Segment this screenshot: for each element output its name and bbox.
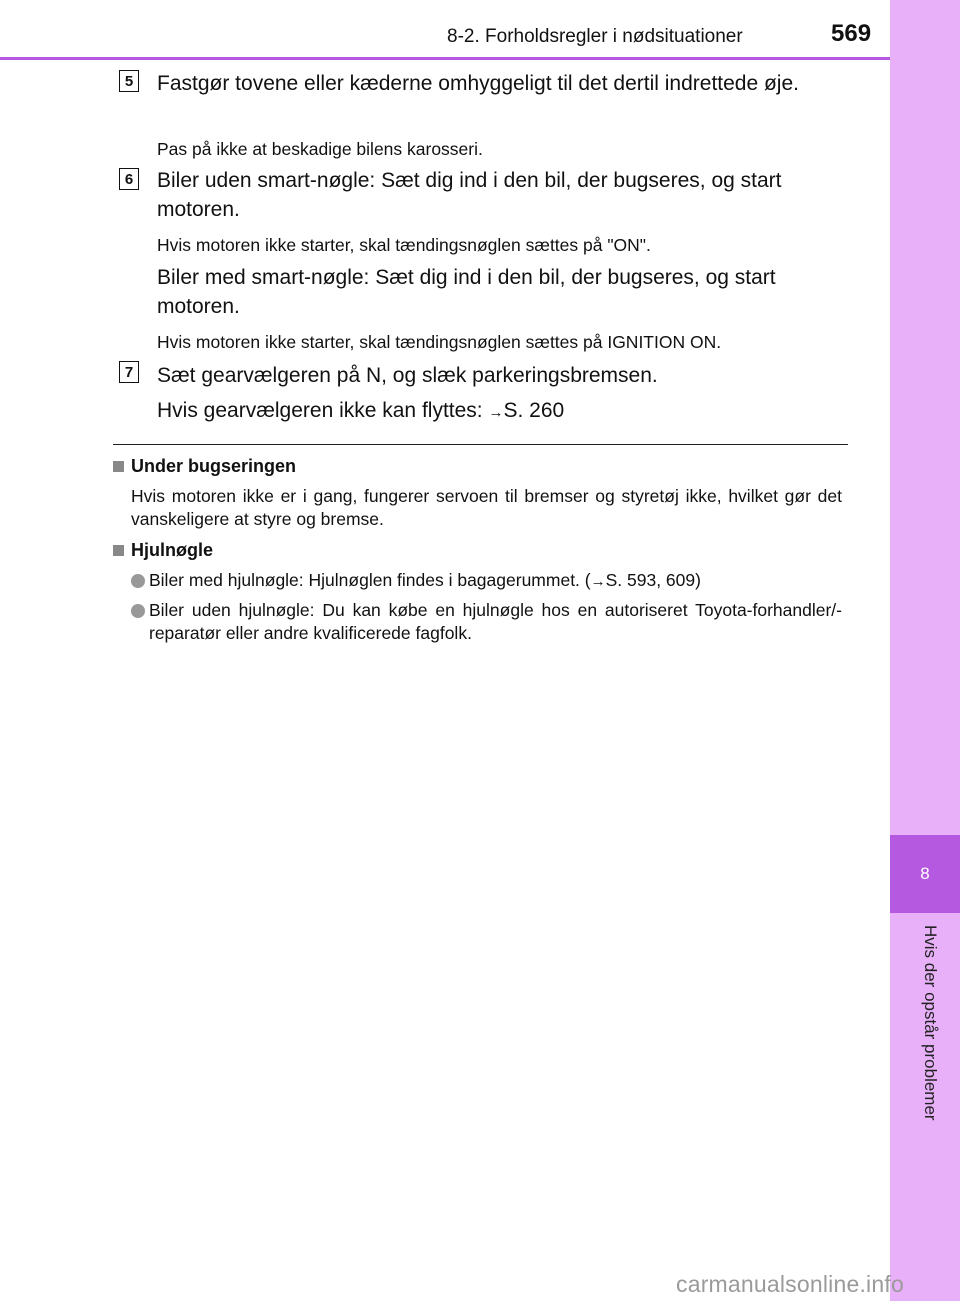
header-divider bbox=[0, 57, 890, 60]
arrow-right-icon: → bbox=[590, 573, 606, 590]
bullet-item: Biler uden hjulnøgle: Du kan købe en hjulnøgle hos en autoriseret Toyota-forhandler/-reparatør eller andre kvalificerede fagfolk. bbox=[149, 600, 842, 643]
step-text: Fastgør tovene eller kæderne omhyggeligt til det dertil indrettede øje. bbox=[157, 72, 799, 95]
arrow-right-icon: → bbox=[488, 404, 504, 421]
chapter-title-label: Hvis der opstår problemer bbox=[921, 925, 940, 1121]
section-divider bbox=[113, 444, 848, 445]
step-note: Hvis motoren ikke starter, skal tændingsnøglen sættes på "ON". bbox=[157, 235, 651, 255]
reference-prefix: Hvis gearvælgeren ikke kan flyttes: bbox=[157, 399, 483, 422]
step-note-alt: Hvis motoren ikke starter, skal tændingsnøglen sættes på IGNITION ON. bbox=[157, 332, 722, 352]
note-text: Hvis motoren ikke er i gang, fungerer servoen til bremser og styretøj ikke, hvilket gør det vanskeligere at styre og bremse. bbox=[131, 486, 842, 529]
step-text: Biler uden smart-nøgle: Sæt dig ind i den bil, der bugseres, og start motoren. bbox=[157, 169, 782, 221]
step-number-badge: 7 bbox=[119, 361, 139, 383]
page-reference-link[interactable]: S. 260 bbox=[503, 399, 565, 422]
watermark: carmanualsonline.info bbox=[676, 1271, 904, 1297]
step-text-alt: Biler med smart-nøgle: Sæt dig ind i den bil, der bugseres, og start motoren. bbox=[157, 266, 776, 318]
side-tab-background bbox=[890, 0, 960, 835]
round-bullet-icon bbox=[131, 574, 145, 588]
square-bullet-icon bbox=[113, 461, 124, 472]
step-text-reference bbox=[157, 396, 847, 427]
note-heading: Under bugseringen bbox=[131, 456, 297, 476]
note-heading: Hjulnøgle bbox=[131, 540, 213, 560]
section-title: 8-2. Forholdsregler i nødsituationer bbox=[447, 26, 743, 47]
chapter-number-tab[interactable]: 8 bbox=[890, 835, 960, 913]
round-bullet-icon bbox=[131, 604, 145, 618]
page-number: 569 bbox=[831, 20, 872, 47]
step-note: Pas på ikke at beskadige bilens karosseri. bbox=[157, 139, 483, 159]
step-number-badge: 6 bbox=[119, 168, 139, 190]
bullet-text: Biler med hjulnøgle: Hjulnøglen findes i bagagerummet. ( bbox=[149, 570, 591, 590]
bullet-item bbox=[149, 569, 842, 593]
square-bullet-icon bbox=[113, 545, 124, 556]
step-number-badge: 5 bbox=[119, 70, 139, 92]
step-text: Sæt gearvælgeren på N, og slæk parkeringsbremsen. bbox=[157, 364, 658, 387]
page-reference-link[interactable]: S. 593, 609) bbox=[605, 570, 701, 590]
